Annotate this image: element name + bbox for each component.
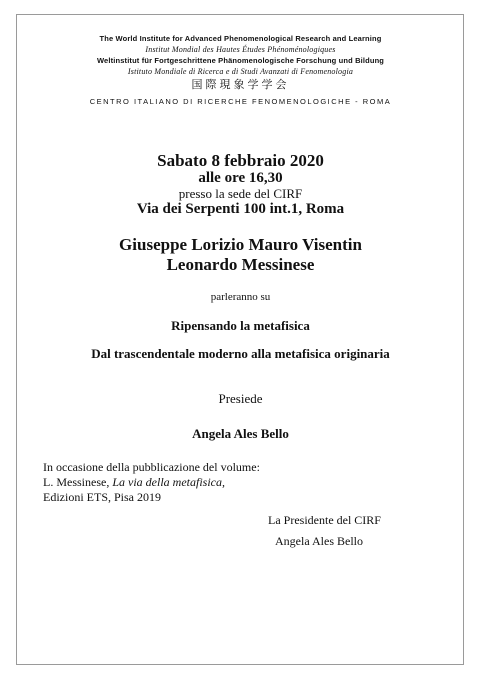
letterhead-line-french: Institut Mondial des Hautes Études Phénoménologiques [145,45,336,54]
speak-verb: parleranno su [210,291,271,303]
book-title: La via della metafisica, [112,475,225,489]
letterhead-line-english: The World Institute for Advanced Phenomenological Research and Learning [99,34,382,43]
signature-role: La Presidente del CIRF [268,513,381,527]
note-line-2 [43,476,225,488]
note-line-3: Edizioni ETS, Pisa 2019 [43,490,161,504]
letterhead-line-japanese: 国際現象学学会 [191,79,290,91]
chair-name: Angela Ales Bello [192,426,289,441]
chair-label: Presiede [218,391,263,406]
letterhead-line-italian: Istituto Mondiale di Ricerca e di Studi Avanzati di Fenomenologia [127,67,354,76]
speakers-line-1: Giuseppe Lorizio Mauro Visentin [119,235,362,254]
letterhead-line-german: Weltinstitut für Fortgeschrittene Phänomenologische Forschung und Bildung [96,56,385,65]
talk-title: Ripensando la metafisica [171,318,310,333]
note-line-1: In occasione della pubblicazione del volume: [43,460,260,474]
event-date: Sabato 8 febbraio 2020 [157,151,324,170]
event-time: alle ore 16,30 [198,170,283,186]
event-address: Via dei Serpenti 100 int.1, Roma [136,201,345,217]
speakers-line-2: Leonardo Messinese [166,255,315,274]
talk-subtitle: Dal trascendentale moderno alla metafisica originaria [91,346,390,361]
signature-name: Angela Ales Bello [275,534,363,548]
page-border [16,14,464,665]
book-author: L. Messinese, [43,475,113,489]
event-venue-intro: presso la sede del CIRF [178,186,303,201]
letterhead-center-name: CENTRO ITALIANO DI RICERCHE FENOMENOLOGICHE - ROMA [89,97,392,106]
